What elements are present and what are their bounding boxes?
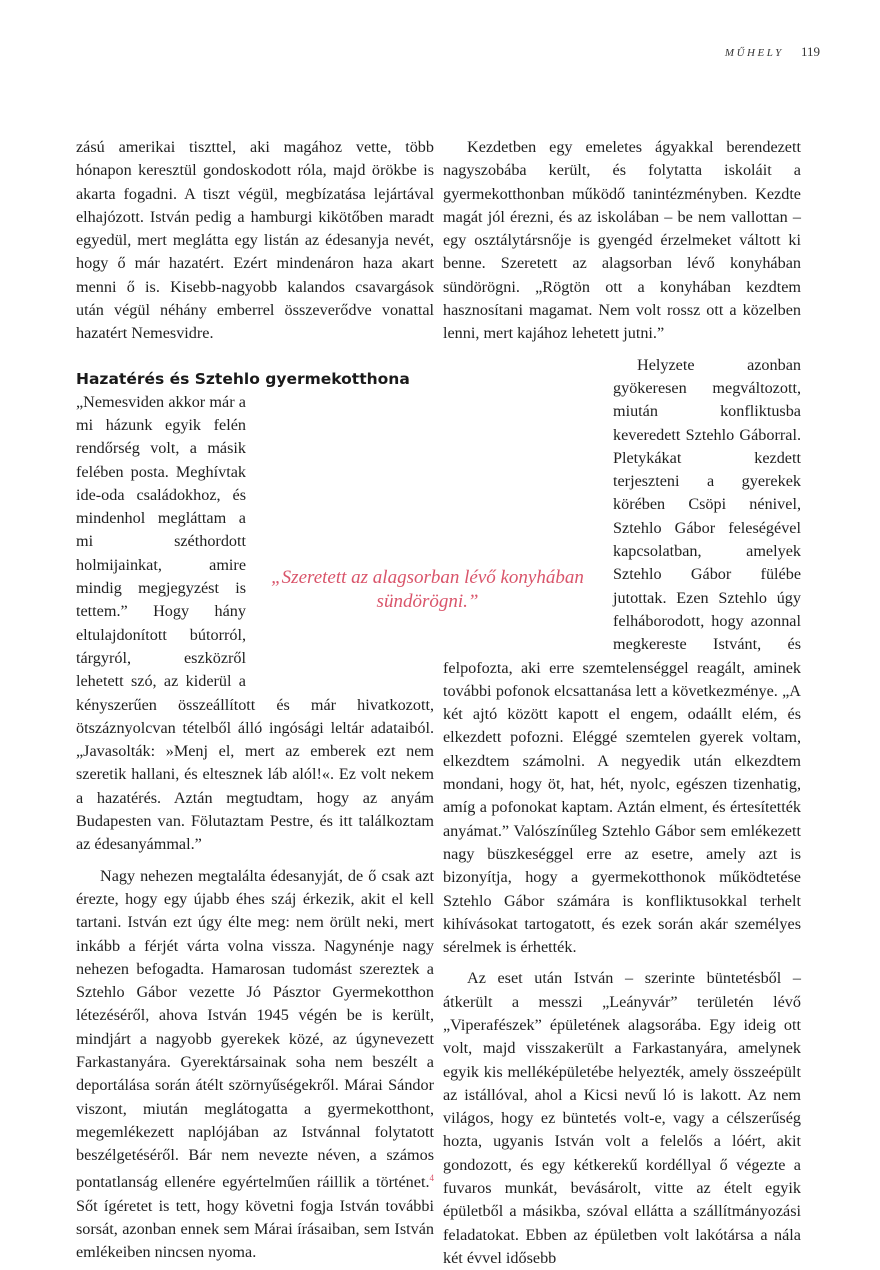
section-title: MŰHELY	[724, 47, 784, 59]
section-heading: Hazatérés és Sztehlo gyermekotthona	[76, 369, 410, 388]
left-column	[76, 136, 434, 1265]
pull-quote: „Szeretett az alagsorban lévő konyhában sündörögni.”	[271, 567, 584, 612]
paragraph: Helyzete azonban gyökeresen megváltozott, miután konfliktusba keveredett Sztehlo Gáborral. Pletykákat kezdett terjeszteni a gyerekek körében Csöpi nénivel, Sztehlo Gábor feleségével kapcsolatban, amelyek Sztehlo Gábor fülébe jutottak. Ezen Sztehlo úgy felháborodott, hogy azonnal megkereste Istvánt, és felpofozta, aki erre szemtelenséggel reagált, aminek további pofonok elcsattanása lett a következménye. „A két ajtó között kapott el engem, odaállt elém, és elkezdett pofozni. Eléggé szemtelen gyerek voltam, elkezdtem számolni. A negyedik után elkezdtem mondani, hogy öt, hat, hét, nyolc, egészen tizenhatig, amíg a pofonokat kaptam. Aztán elment, és értesítették anyámat.” Valószínűleg Sztehlo Gábor sem emlékezett nagy büszkeséggel erre az esetre, amely azt is bizonyítja, hogy a gyermekotthonok működtetése Sztehlo Gábor számára is konfliktusokkal terhelt kihívásokat tartogatott, és ezek során akár személyes sérelmek is érhették.	[443, 355, 801, 957]
paragraph-text: Nagy nehezen megtalálta édesanyját, de ő csak azt érezte, hogy egy újabb éhes száj érkezik, akit el kell tartani. István ezt úgy élte meg: nem örült neki, mert inkább a férjét várta volna vissza. Nagynénje nagy nehezen befogadta. Hamarosan tudomást szereztek a Sztehlo Gábor vezette Jó Pásztor Gyermekotthon létezéséről, ahova István 1945 végén be is került, mindjárt a nagyobb gyerekek közé, az úgynevezett Farkastanyára. Gyerektársainak soha nem beszélt a deportálása során átélt szörnyűségekről. Márai Sándor viszont, miután meglátogatta a gyermekotthont, megemlékezett naplójában az Istvánnal folytatott beszélgetéséről. Bár nem nevezte néven, a számos pontatlanság ellenére egyértelműen ráillik a történet.	[76, 866, 434, 1192]
page-number: 119	[800, 44, 820, 59]
paragraph: „Nemesviden akkor már a mi házunk egyik felén rendőrség volt, a másik felében posta. Meghívtak ide-oda családokhoz, és mindenhol megláttam a mi széthordott holmijainkat, amire mindig megjegyzést is tettem.” Hogy hány eltulajdonított bútorról, tárgyról, eszközről lehetett szó, az kiderül a kényszerűen összeállított és már hivatkozott, ötszáznyolcvan tételből álló ingósági leltár adataiból. „Javasolták: »Menj el, mert az emberek ezt nem szeretik hallani, és eltesznek láb alól!«. Ez volt nekem a hazatérés. Aztán megtudtam, hogy az anyám Budapesten van. Fölutaztam Pestre, és itt találkoztam az édesanyámmal.”	[76, 392, 434, 854]
right-column	[443, 136, 801, 1270]
running-head	[725, 44, 820, 60]
paragraph: zású amerikai tiszttel, aki magához vette, több hónapon keresztül gondoskodott róla, majd örökbe is akarta fogadni. A tiszt végül, megbízatása lejártával elhajózott. István pedig a hamburgi kikötőben maradt egyedül, mert meglátta egy listán az édesanyja nevét, hogy ő már hazatért. Ezért mindenáron haza akart menni ő is. Kisebb-nagyobb kalandos csavargások után végül néhány emberrel összeverődve vonattal hazatért Nemesvidre.	[76, 138, 434, 343]
footnote-reference[interactable]: 4	[429, 1173, 434, 1184]
paragraph: Az eset után István – szerinte büntetésből – átkerült a messzi „Leányvár” területén lévő „Viperafészek” épületének alagsorába. Egy ideig ott volt, majd visszakerült a Farkastanyára, amelynek egyik kis melléképületébe helyezték, amely összeépült az istállóval, ahol a Kicsi nevű ló is lakott. Az nem világos, hogy ez büntetés volt-e, vagy a célszerűség hozta, ugyanis István volt a felelős a lóért, akit gondozott, és egy kétkerekű kordéllyal ő végezte a fuvaros munkát, bevásárolt, vitte az ételt egyik épületből a másikba, szóval ellátta a szállítmányozási feladatokat. Ebben az épületben volt lakótársa a nála két évvel idősebb	[443, 969, 801, 1267]
paragraph-text: Sőt ígéretet is tett, hogy követni fogja István további sorsát, azonban ennek sem Márai írásaiban, sem István emlékeiben nincsen nyoma.	[76, 1196, 434, 1262]
paragraph	[76, 865, 434, 1265]
paragraph: Kezdetben egy emeletes ágyakkal berendezett nagyszobába került, és folytatta iskoláit a gyermekotthonban működő tanintézményben. Kezdte magát jól érezni, és az iskolában – be nem vallottan – egy osztálytársnője is gyengéd érzelmeket váltott ki benne. Szeretett az alagsorban lévő konyhában sündörögni. „Rögtön ott a konyhában kezdtem hasznosítani magamat. Nem volt rossz ott a közelben lenni, mert kajához lehetett jutni.”	[443, 138, 801, 343]
